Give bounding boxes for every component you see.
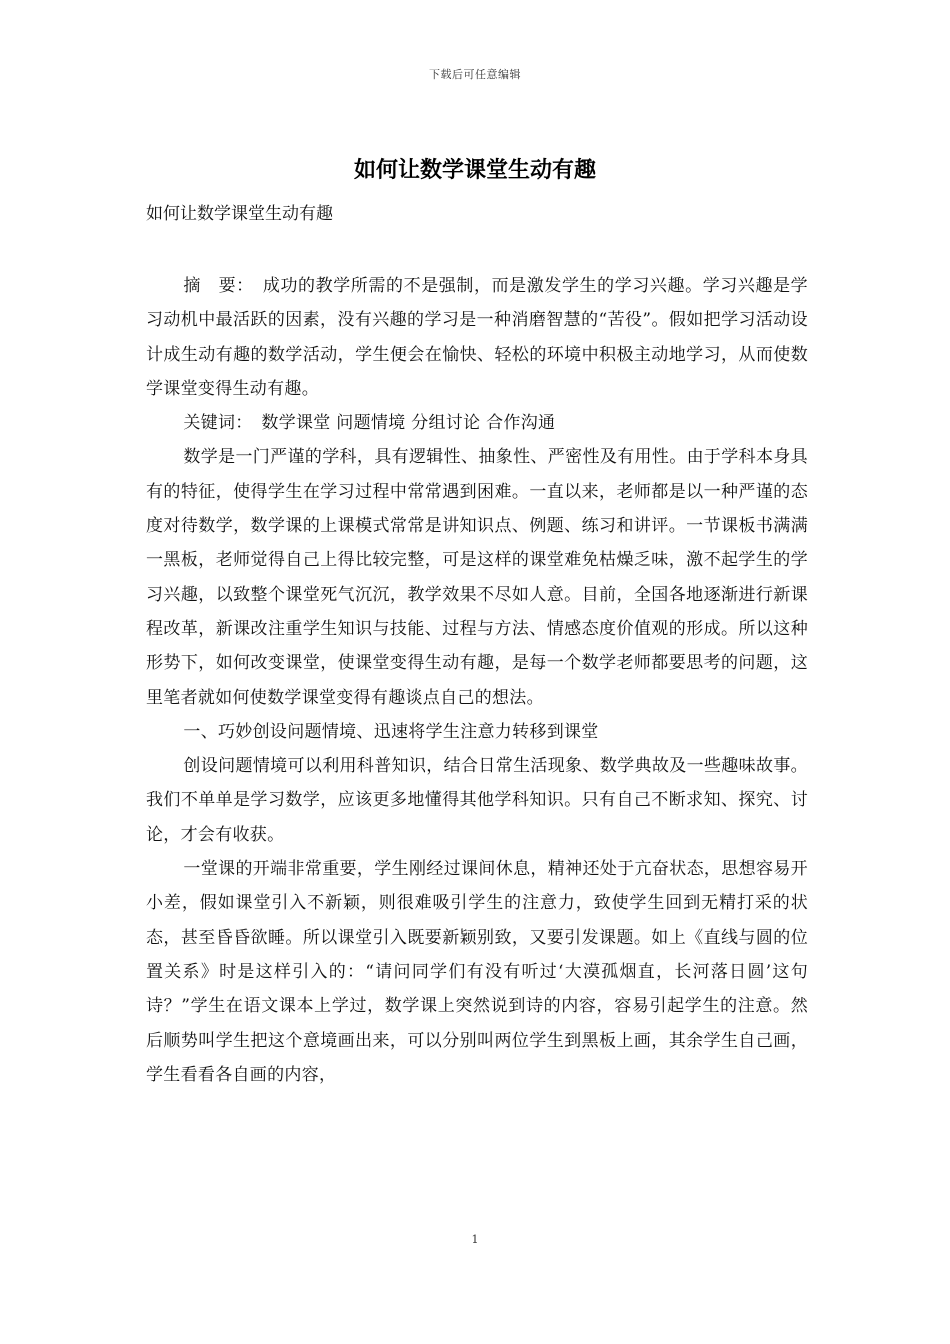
blank-line [146,231,808,269]
document-title: 如何让数学课堂生动有趣 [353,157,596,183]
section-heading: 一、巧妙创设问题情境、迅速将学生注意力转移到课堂 [183,721,599,742]
page-header-note: 下载后可任意编辑 [429,68,521,81]
page-number: 1 [471,1233,479,1246]
body-paragraph: 一堂课的开端非常重要，学生刚经过课间休息，精神还处于亢奋状态，思想容易开小差，假如课堂引入不新颖，则很难吸引学生的注意力，致使学生回到无精打采的状态，甚至昏昏欲睡。所以课堂引入既要新颖别致，又要引发课题。如上《直线与圆的位置关系》时是这样引入的：“请问同学们有没有听过‘大漠孤烟直，长河落日圆’这句诗？”学生在语文课本上学过，数学课上突然说到诗的内容，容易引起学生的注意。然后顺势叫学生把这个意境画出来，可以分别叫两位学生到黑板上画，其余学生自己画，学生看看各自画的内容， [146,859,808,1085]
intro-paragraph: 数学是一门严谨的学科，具有逻辑性、抽象性、严密性及有用性。由于学科本身具有的特征，使得学生在学习过程中常常遇到困难。一直以来，老师都是以一种严谨的态度对待数学，数学课的上课模式常常是讲知识点、例题、练习和讲评。一节课板书满满一黑板，老师觉得自己上得比较完整，可是这样的课堂难免枯燥乏味，激不起学生的学习兴趣，以致整个课堂死气沉沉，教学效果不尽如人意。目前，全国各地逐渐进行新课程改革，新课改注重学生知识与技能、过程与方法、情感态度价值观的形成。所以这种形势下，如何改变课堂，使课堂变得生动有趣，是每一个数学老师都要思考的问题，这里笔者就如何使数学课堂变得有趣谈点自己的想法。 [146,447,808,708]
keywords-paragraph: 关键词： 数学课堂 问题情境 分组讨论 合作沟通 [183,413,556,434]
body-paragraph: 创设问题情境可以利用科普知识，结合日常生活现象、数学典故及一些趣味故事。我们不单单是学习数学，应该更多地懂得其他学科知识。只有自己不断求知、探究、讨论，才会有收获。 [146,756,808,845]
abstract-paragraph: 摘 要： 成功的教学所需的不是强制，而是激发学生的学习兴趣。学习兴趣是学习动机中最活跃的因素，没有兴趣的学习是一种消磨智慧的“苦役”。假如把学习活动设计成生动有趣的数学活动，学生便会在愉快、轻松的环境中积极主动地学习，从而使数学课堂变得生动有趣。 [146,276,808,399]
document-subtitle: 如何让数学课堂生动有趣 [146,204,333,224]
document-body [146,197,808,1092]
